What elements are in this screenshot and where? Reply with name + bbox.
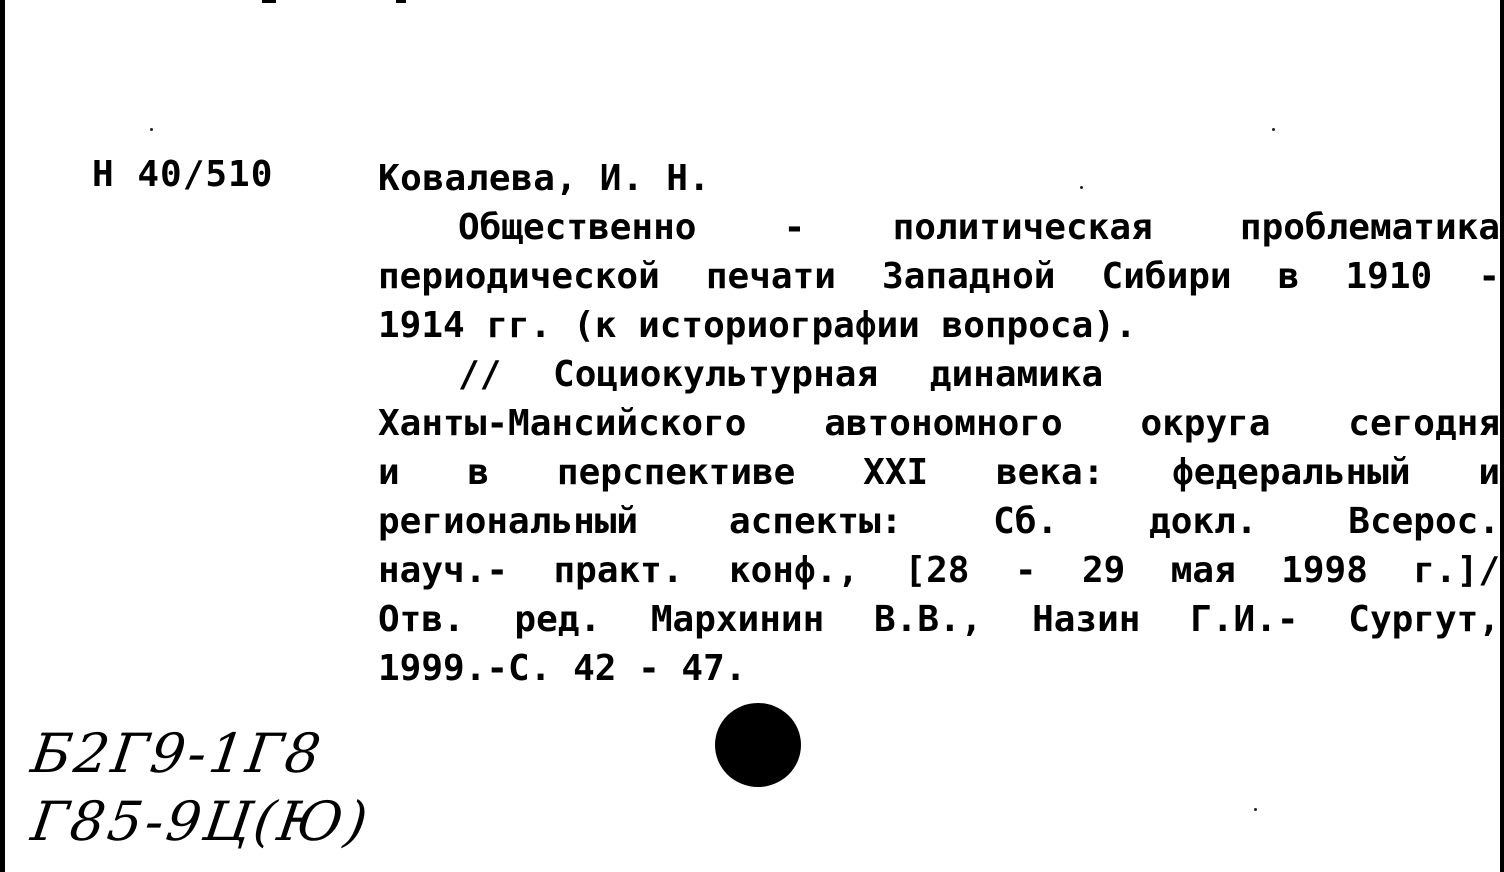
scan-speck [150,128,153,131]
author-line: Ковалева, И. Н. [378,158,711,199]
scan-speck [1272,128,1275,131]
entry-line: 1999.-С. 42 - 47. [378,648,747,689]
entry-line: Ханты-Мансийского автономного округа сегодня [378,403,1500,444]
entry-line: Отв. ред. Мархинин В.В., Назин Г.И.- Сургут, [378,599,1500,640]
card-left-edge [0,0,5,872]
handwritten-classification-code: Б2Г9-1Г8 [27,722,328,785]
card-top-mark [396,0,406,3]
entry-line: Общественно - политическая проблематика [458,207,1500,248]
entry-line: и в перспективе XXI века: федеральный и [378,452,1500,493]
entry-line: 1914 гг. (к историографии вопроса). [378,305,1137,346]
card-top-mark [262,0,276,3]
handwritten-classification-code: Г85-9Ц(Ю) [27,790,375,853]
card-right-edge [1500,0,1504,872]
scan-speck [1254,808,1257,811]
punch-hole [715,703,801,787]
entry-line: науч.- практ. конф., [28 - 29 мая 1998 г.]/ [378,550,1500,591]
entry-line: периодической печати Западной Сибири в 1910 - [378,256,1500,297]
bibliographic-entry [378,154,1500,693]
entry-line: региональный аспекты: Сб. докл. Всерос. [378,501,1500,542]
shelfmark: Н 40/510 [92,154,274,195]
entry-line: // Социокультурная динамика [458,354,1104,395]
